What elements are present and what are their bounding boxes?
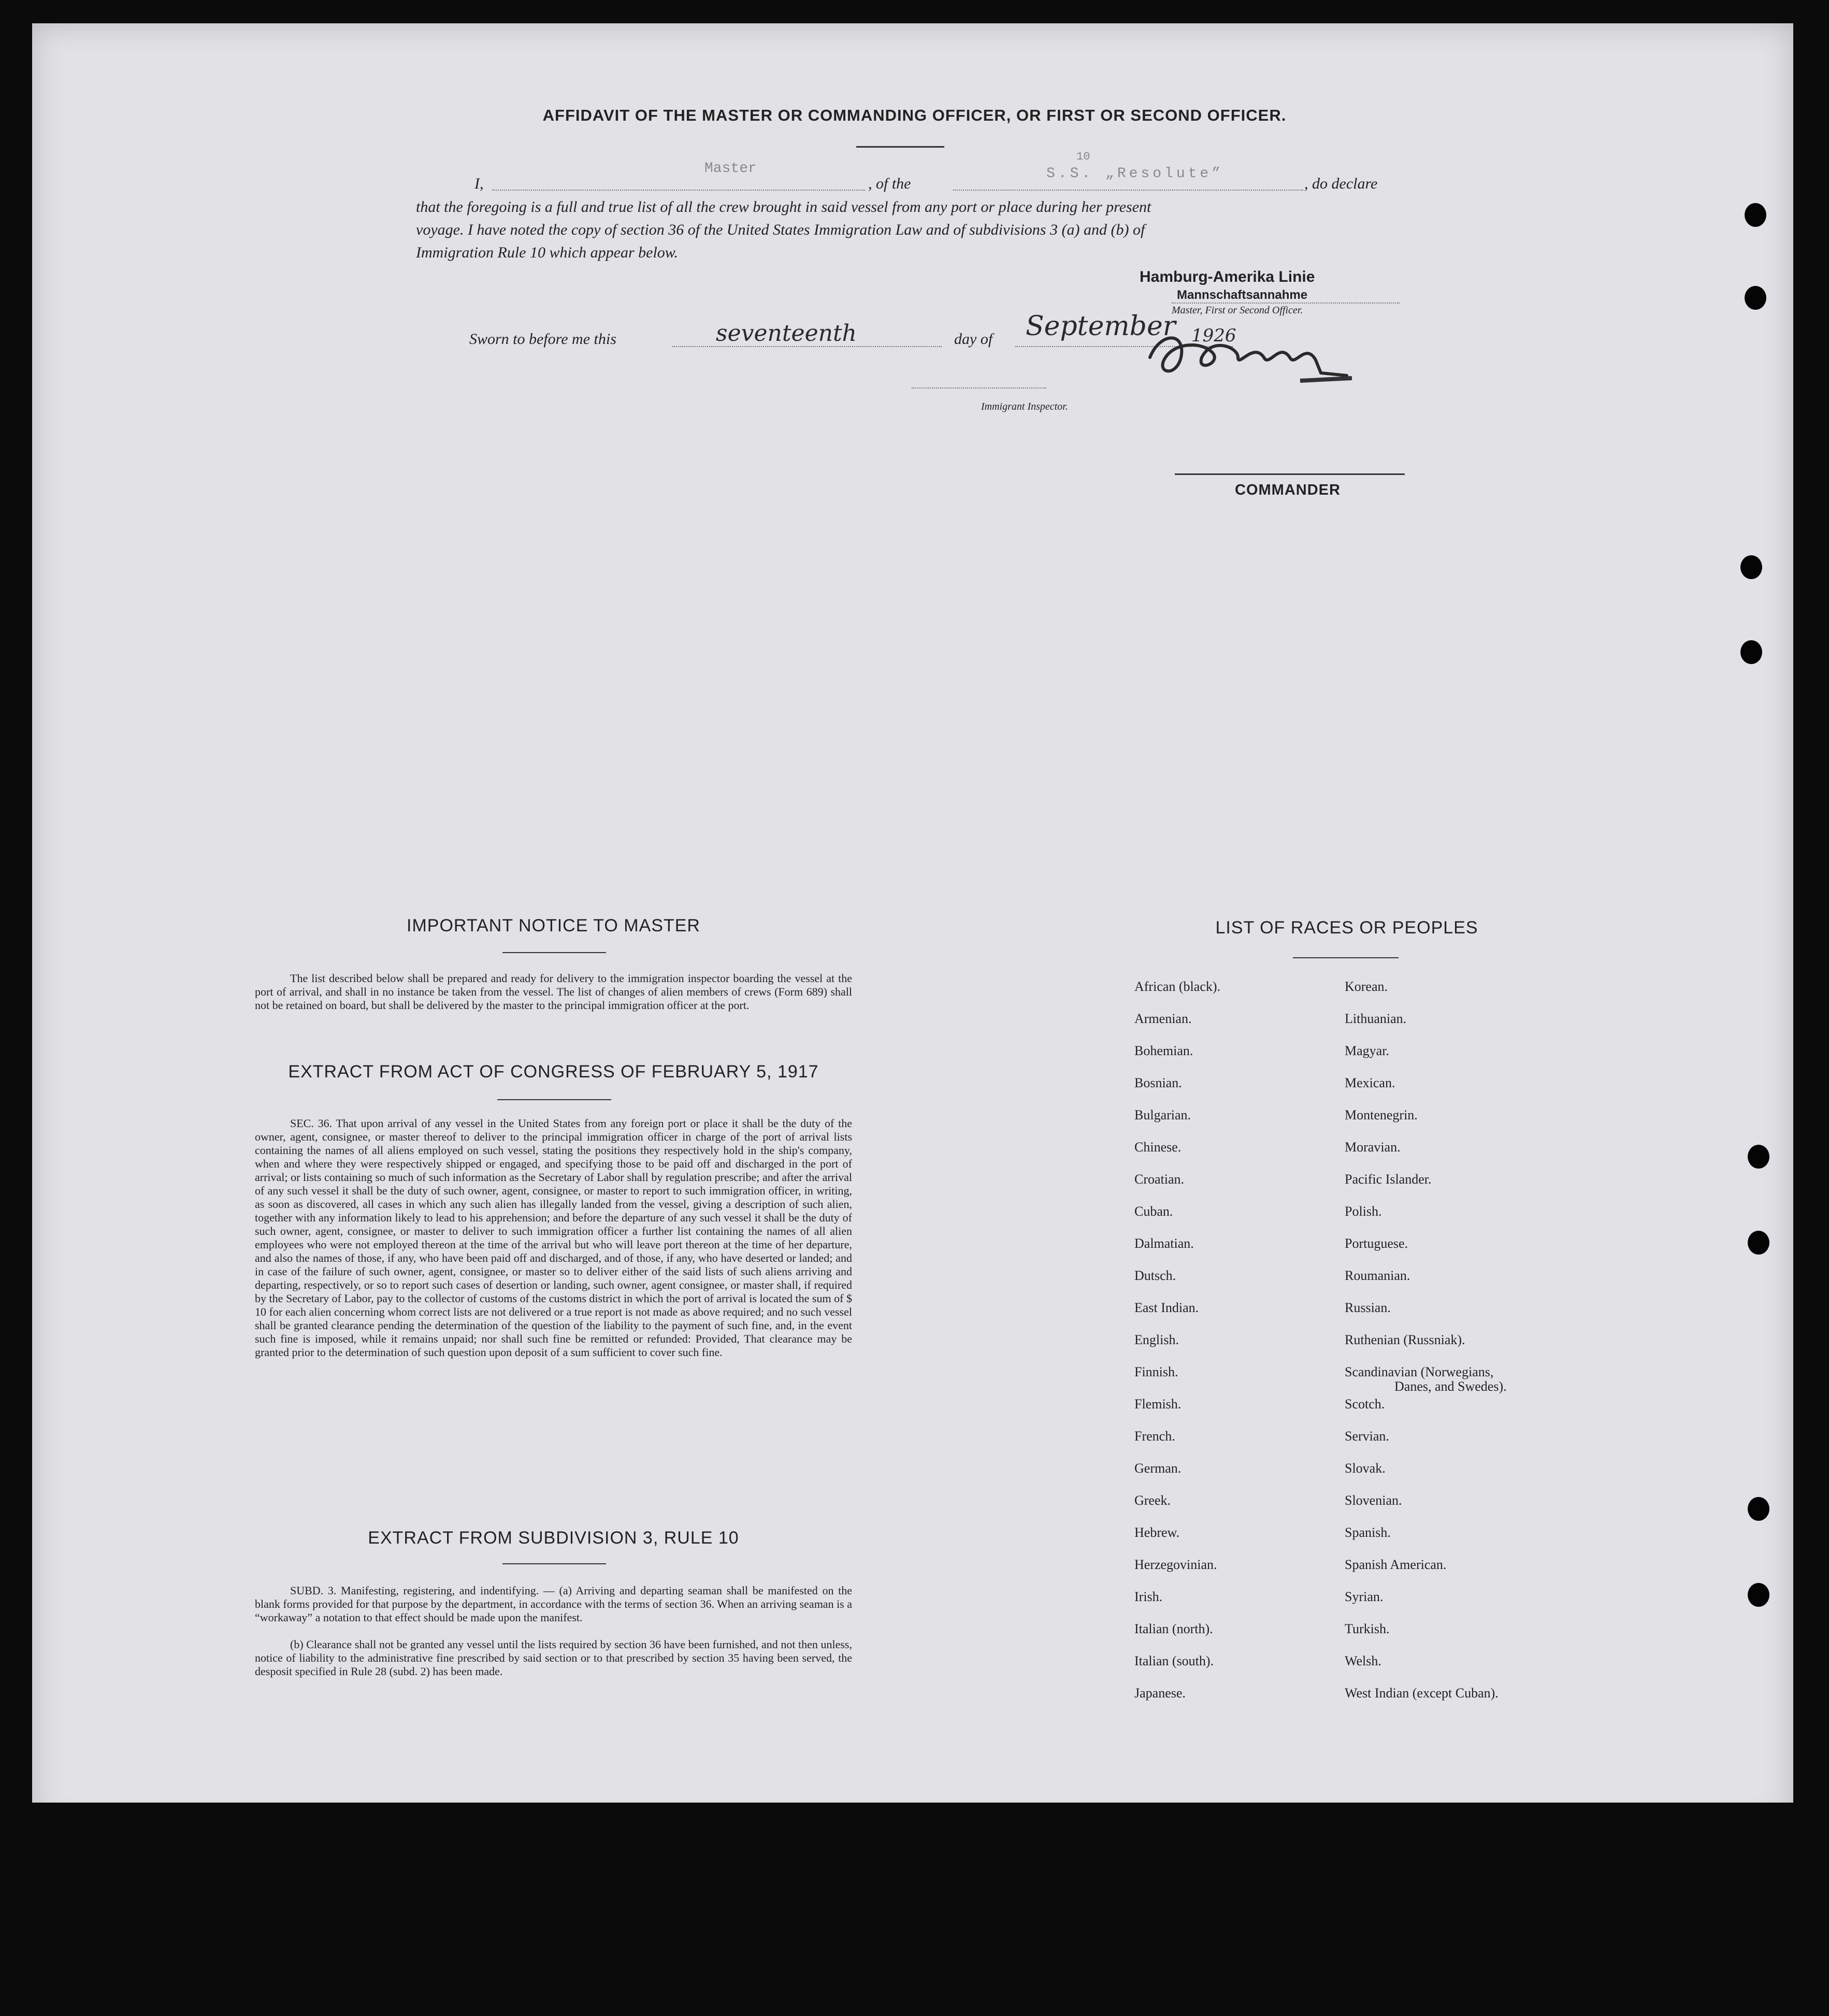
inspector-caption: Immigrant Inspector.: [981, 401, 1068, 412]
title-rule: [856, 146, 944, 148]
binder-hole: [1745, 286, 1766, 310]
race-item: English.: [1134, 1332, 1179, 1347]
affidavit-body-line4: Immigration Rule 10 which appear below.: [416, 244, 679, 261]
act-rule: [497, 1099, 611, 1100]
races-title: LIST OF RACES OR PEOPLES: [1215, 918, 1478, 938]
of-the-label: , of the: [868, 175, 911, 192]
binder-hole: [1745, 203, 1766, 227]
race-item: Ruthenian (Russniak).: [1345, 1332, 1465, 1347]
race-item: Dutsch.: [1134, 1268, 1176, 1283]
binder-hole: [1748, 1145, 1769, 1169]
race-item: Slovak.: [1345, 1461, 1386, 1476]
race-item: African (black).: [1134, 979, 1221, 994]
race-item: Japanese.: [1134, 1686, 1186, 1701]
race-item: German.: [1134, 1461, 1182, 1476]
master-typed: Master: [704, 161, 757, 177]
race-item: Pacific Islander.: [1345, 1172, 1432, 1187]
affidavit-body-line2: that the foregoing is a full and true list of all the crew brought in said vessel from any port or place during her present: [416, 198, 1151, 215]
race-item: Italian (north).: [1134, 1621, 1213, 1636]
race-item: Korean.: [1345, 979, 1388, 994]
race-item: Bosnian.: [1134, 1075, 1182, 1090]
race-item: French.: [1134, 1429, 1175, 1444]
race-item: Hebrew.: [1134, 1525, 1180, 1540]
race-item: Roumanian.: [1345, 1268, 1410, 1283]
affidavit-body-line3: voyage. I have noted the copy of section 36 of the United States Immigration Law and of subdivisions 3 (a) and (b) of: [416, 221, 1145, 238]
races-rule: [1293, 957, 1399, 958]
race-item: Flemish.: [1134, 1396, 1182, 1412]
commander-rule: [1175, 473, 1405, 475]
race-item: Spanish.: [1345, 1525, 1391, 1540]
race-item: Lithuanian.: [1345, 1011, 1407, 1026]
race-item: Spanish American.: [1345, 1557, 1447, 1572]
race-item: Greek.: [1134, 1493, 1171, 1508]
do-declare-label: , do declare: [1304, 175, 1378, 192]
race-item: Portuguese.: [1345, 1236, 1408, 1251]
race-item: Italian (south).: [1134, 1653, 1214, 1668]
race-item: Cuban.: [1134, 1204, 1173, 1219]
race-item: Dalmatian.: [1134, 1236, 1194, 1251]
vessel-typed: S.S. „Resolute”: [1046, 166, 1224, 182]
race-item: Croatian.: [1134, 1172, 1185, 1187]
rule-rule: [502, 1563, 606, 1564]
rule-para-b: (b) Clearance shall not be granted any vessel until the lists required by section 36 have been furnished, and not then unless, notice of liability to the administrative fine prescribed by said section or to that prescribed by section 35 having been served, the desposit specified in Rule 28 (subd. 2) has been made.: [255, 1638, 852, 1678]
binder-hole: [1740, 640, 1762, 664]
race-item: Moravian.: [1345, 1140, 1401, 1155]
sworn-month-handwritten: September: [1026, 311, 1176, 342]
race-item: Scotch.: [1345, 1396, 1385, 1412]
notice-text: The list described below shall be prepared and ready for delivery to the immigration inspector boarding the vessel at the port of arrival, and shall in no instance be taken from the vessel. The list of changes of alien members of crews (Form 689) shall not be retained on board, but shall be delivered by the master to the principal immigration officer at the port.: [255, 972, 852, 1012]
affidavit-i-label: I,: [474, 175, 484, 192]
scan-border: [0, 1803, 1829, 2016]
binder-hole: [1748, 1497, 1769, 1521]
company-stamp-line2: Mannschaftsannahme: [1177, 288, 1308, 302]
signature-caption: Master, First or Second Officer.: [1172, 305, 1303, 316]
notice-title: IMPORTANT NOTICE TO MASTER: [407, 916, 700, 935]
company-stamp-line1: Hamburg-Amerika Linie: [1140, 268, 1315, 285]
rule-para-a: SUBD. 3. Manifesting, registering, and indentifying. — (a) Arriving and departing seaman shall be manifested on the blank forms provided for that purpose by the department, in accordance with the terms of section 36. When an arriving seaman is a “workaway” a notation to that effect should be made upon the manifest.: [255, 1584, 853, 1624]
commander-label: COMMANDER: [1235, 482, 1341, 498]
race-item: Magyar.: [1345, 1043, 1389, 1058]
rule-title: EXTRACT FROM SUBDIVISION 3, RULE 10: [368, 1528, 739, 1548]
race-item: Montenegrin.: [1345, 1107, 1418, 1122]
race-item: Armenian.: [1134, 1011, 1192, 1026]
race-item: Turkish.: [1345, 1621, 1390, 1636]
race-item: Scandinavian (Norwegians,: [1345, 1364, 1494, 1379]
race-item: Syrian.: [1345, 1589, 1384, 1604]
race-item: Bohemian.: [1134, 1043, 1193, 1058]
sworn-day-handwritten: seventeenth: [716, 320, 857, 347]
race-item-wrap: Danes, and Swedes).: [1394, 1379, 1507, 1394]
affidavit-title: AFFIDAVIT OF THE MASTER OR COMMANDING OFFICER, OR FIRST OR SECOND OFFICER.: [542, 106, 1287, 124]
sworn-label: Sworn to before me this: [469, 330, 616, 348]
day-of-label: day of: [954, 330, 993, 348]
race-item: Mexican.: [1345, 1075, 1395, 1090]
race-item: Finnish.: [1134, 1364, 1178, 1379]
act-title: EXTRACT FROM ACT OF CONGRESS OF FEBRUARY 5, 1917: [288, 1062, 819, 1082]
race-item: Russian.: [1345, 1300, 1391, 1315]
vessel-name-line: [953, 190, 1303, 191]
race-item: West Indian (except Cuban).: [1345, 1686, 1499, 1701]
binder-hole: [1740, 555, 1762, 579]
race-item: Irish.: [1134, 1589, 1163, 1604]
race-item: Bulgarian.: [1134, 1107, 1191, 1122]
race-item: Slovenian.: [1345, 1493, 1402, 1508]
act-text: SEC. 36. That upon arrival of any vessel in the United States from any foreign port or place it shall be the duty of the owner, agent, consignee, or master thereof to deliver to the principal immigration officer in charge of the port of arrival lists containing the names of all aliens employed on such vessel, stating the positions they respectively hold in the ship's company, when and where they were respectively shipped or engaged, and specifying those to be paid off and discharged in the port of arrival; or lists containing so much of such information as the Secretary of Labor shall by regulation prescribe; and after the arrival of any such vessel it shall be the duty of such owner, agent, consignee, or master to report to such immigration officer, in writing, as soon as discovered, all cases in which any such alien has illegally landed from the vessel, giving a description of such alien, together with any information likely to lead to his apprehension; and before the departure of any such vessel it shall be the duty of such owner, agent, consignee, or master to deliver to such immigration officer a further list containing the names of all alien employees who were not employed thereon at the time of the arrival but who will leave port thereon at the time of her departure, and also the names of those, if any, who have been paid off and discharged, and of those, if any, who have deserted or landed; and in case of the failure of such owner, agent, consignee, or master so to deliver either of the said lists of such aliens arriving and departing, respectively, or so to report such cases of desertion or landing, such owner, agent consignee, or master shall, if required by the Secretary of Labor, pay to the collector of customs of the customs district in which the port of arrival is located the sum of $ 10 for each alien concerning whom correct lists are not delivered or a true report is not made as above required; and no such vessel shall be granted clearance pending the determination of the question of the liability to the payment of such fine, and, in the event such fine is imposed, while it remains unpaid; nor shall such fine be remitted or refunded: Provided, That clearance may be granted prior to the determination of such question upon deposit of a sum sufficient to cover such fine.: [255, 1117, 852, 1359]
inspector-line: [912, 387, 1046, 388]
race-item: Servian.: [1345, 1429, 1389, 1444]
binder-hole: [1748, 1583, 1769, 1607]
master-signature: [1140, 311, 1357, 399]
notice-rule: [502, 952, 606, 953]
signature-line: [1172, 303, 1400, 304]
race-item: Polish.: [1345, 1204, 1382, 1219]
race-item: East Indian.: [1134, 1300, 1199, 1315]
race-item: Chinese.: [1134, 1140, 1182, 1155]
sworn-year-handwritten: 1926: [1191, 325, 1236, 346]
race-item: Welsh.: [1345, 1653, 1381, 1668]
race-item: Herzegovinian.: [1134, 1557, 1217, 1572]
vessel-note: 10: [1076, 150, 1090, 163]
master-name-line: [492, 190, 865, 191]
binder-hole: [1748, 1231, 1769, 1255]
